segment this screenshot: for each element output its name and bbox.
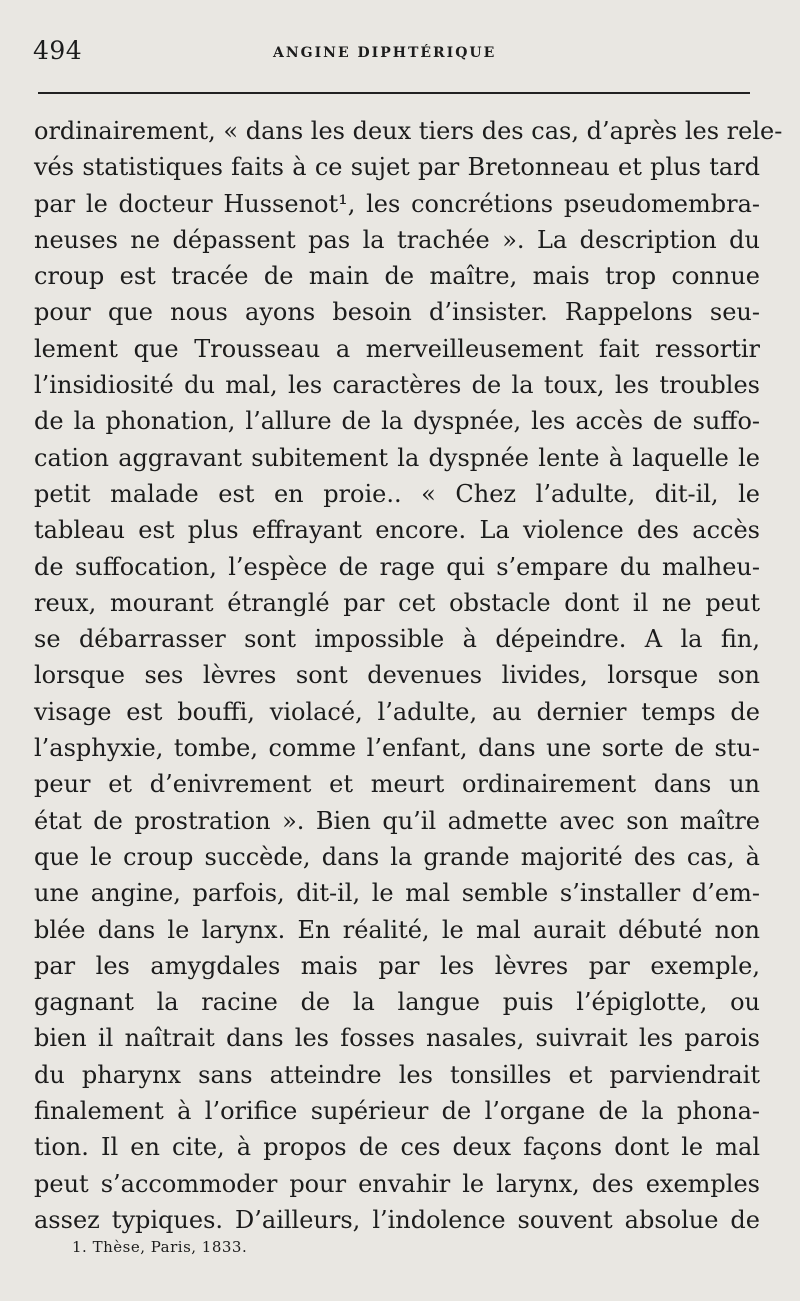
text-line: tion. Il en cite, à propos de ces deux façons dont le mal [34, 1133, 760, 1162]
text-line: petit malade est en proie.. « Chez l’adulte, dit-il, le [34, 479, 760, 508]
text-line: du pharynx sans atteindre les tonsilles et parviendrait [34, 1060, 760, 1089]
text-line: de suffocation, l’espèce de rage qui s’empare du malheu- [34, 552, 760, 581]
text-line: pour que nous ayons besoin d’insister. Rappelons seu- [34, 298, 760, 327]
header-rule [38, 92, 750, 94]
text-line: assez typiques. D’ailleurs, l’indolence souvent absolue de [34, 1205, 760, 1234]
text-line: tableau est plus effrayant encore. La violence des accès [34, 516, 760, 545]
text-line: ordinairement, « dans les deux tiers des cas, d’après les rele- [34, 117, 783, 145]
text-line: neuses ne dépassent pas la trachée ». La description du [34, 225, 760, 254]
text-line: une angine, parfois, dit-il, le mal semble s’installer d’em- [34, 879, 760, 908]
text-line: se débarrasser sont impossible à dépeindre. A la fin, [34, 625, 760, 654]
text-line: finalement à l’orifice supérieur de l’organe de la phona- [34, 1097, 760, 1126]
text-line: lorsque ses lèvres sont devenues livides, lorsque son [34, 661, 760, 690]
text-line: par les amygdales mais par les lèvres par exemple, [34, 951, 760, 980]
text-line: peut s’accommoder pour envahir le larynx, des exemples [34, 1169, 760, 1198]
footnote: 1. Thèse, Paris, 1833. [72, 1238, 248, 1256]
text-line: que le croup succède, dans la grande majorité des cas, à [34, 842, 760, 871]
text-line: visage est bouffi, violacé, l’adulte, au dernier temps de [34, 697, 760, 726]
page-number: 494 [33, 36, 83, 65]
running-head: ANGINE DIPHTÉRIQUE [273, 45, 497, 61]
text-line: l’insidiosité du mal, les caractères de la toux, les troubles [34, 371, 760, 400]
text-line: par le docteur Hussenot¹, les concrétions pseudomembra- [34, 189, 760, 218]
text-line: de la phonation, l’allure de la dyspnée, les accès de suffo- [34, 407, 760, 436]
text-line: cation aggravant subitement la dyspnée lente à laquelle le [34, 443, 760, 472]
text-line: peur et d’enivrement et meurt ordinairement dans un [34, 770, 760, 799]
text-line: gagnant la racine de la langue puis l’épiglotte, ou [34, 988, 760, 1017]
text-line: croup est tracée de main de maître, mais trop connue [34, 262, 760, 291]
text-line: lement que Trousseau a merveilleusement fait ressortir [34, 334, 760, 363]
text-line: vés statistiques faits à ce sujet par Bretonneau et plus tard [34, 153, 760, 182]
text-line: bien il naîtrait dans les fosses nasales, suivrait les parois [34, 1024, 760, 1053]
page-header [33, 36, 753, 76]
text-line: reux, mourant étranglé par cet obstacle dont il ne peut [34, 588, 760, 617]
text-line: l’asphyxie, tombe, comme l’enfant, dans une sorte de stu- [34, 734, 760, 763]
text-line: état de prostration ». Bien qu’il admette avec son maître [34, 806, 760, 835]
text-line: blée dans le larynx. En réalité, le mal aurait débuté non [34, 915, 760, 944]
body-text [34, 113, 783, 1238]
